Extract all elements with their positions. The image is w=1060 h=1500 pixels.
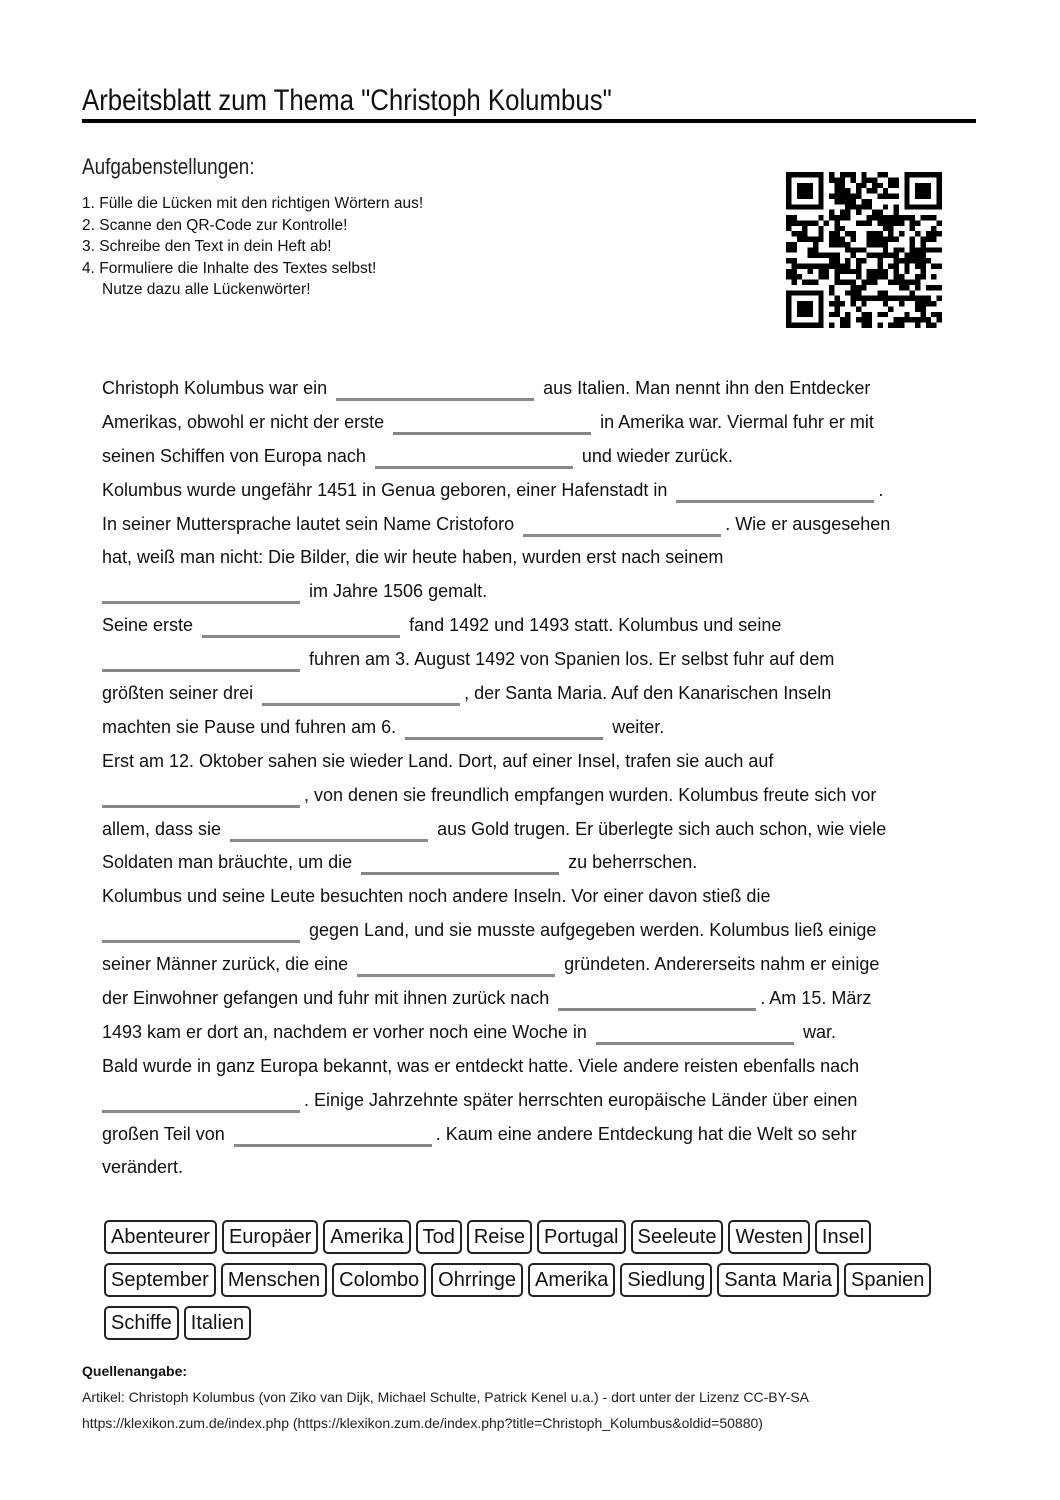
blank-gap[interactable] — [234, 1144, 432, 1147]
blank-gap[interactable] — [102, 805, 300, 808]
task-list — [82, 193, 423, 301]
word-chip[interactable]: Colombo — [332, 1263, 426, 1297]
text-line — [102, 813, 890, 847]
text-segment: Bald wurde in ganz Europa bekannt, was er entdeckt hatte. Viele andere reisten ebenfalls nach — [102, 1055, 860, 1076]
text-segment: , der Santa Maria. Auf den Kanarischen Inseln — [464, 683, 832, 704]
text-segment: . Kaum eine andere Entdeckung hat die Welt so sehr — [435, 1123, 857, 1144]
text-segment: aus Gold trugen. Er überlegte sich auch schon, wie viele — [432, 818, 887, 839]
text-segment: seinen Schiffen von Europa nach — [102, 445, 371, 466]
text-segment: hat, weiß man nicht: Die Bilder, die wir heute haben, wurden erst nach seinem — [102, 547, 724, 568]
blank-gap[interactable] — [102, 940, 300, 943]
blank-gap[interactable] — [230, 839, 428, 842]
blank-gap[interactable] — [596, 1042, 794, 1045]
text-segment: allem, dass sie — [102, 818, 227, 839]
text-segment: Christoph Kolumbus war ein — [102, 378, 333, 398]
word-chip[interactable]: Schiffe — [104, 1306, 179, 1340]
word-chip[interactable]: Santa Maria — [717, 1263, 839, 1297]
text-segment: verändert. — [102, 1157, 184, 1178]
word-chip[interactable]: Insel — [815, 1220, 871, 1254]
text-segment: Kolumbus und seine Leute besuchten noch andere Inseln. Vor einer davon stieß die — [102, 886, 771, 907]
text-segment: 1493 kam er dort an, nachdem er vorher noch eine Woche in — [102, 1021, 592, 1042]
word-chip[interactable]: Abenteurer — [104, 1220, 217, 1254]
text-line — [102, 609, 890, 643]
text-line — [102, 711, 890, 745]
word-chip[interactable]: Portugal — [537, 1220, 626, 1254]
text-line — [102, 1118, 890, 1152]
text-line — [102, 575, 890, 609]
text-segment: Amerikas, obwohl er nicht der erste — [102, 411, 390, 432]
blank-gap[interactable] — [558, 1008, 756, 1011]
word-chip[interactable]: Tod — [416, 1220, 462, 1254]
word-chip[interactable]: Seeleute — [631, 1220, 724, 1254]
word-chip[interactable]: Reise — [467, 1220, 532, 1254]
text-line — [102, 677, 890, 711]
text-line — [102, 948, 890, 982]
text-line — [102, 1084, 890, 1118]
text-segment: machten sie Pause und fuhren am 6. — [102, 716, 402, 737]
word-chip[interactable]: Siedlung — [620, 1263, 712, 1297]
page-title: Arbeitsblatt zum Thema "Christoph Kolumbus" — [82, 84, 612, 117]
text-segment: zu beherrschen. — [563, 852, 698, 873]
cloze-text — [102, 372, 890, 1185]
text-segment: , von denen sie freundlich empfangen wurden. Kolumbus freute sich vor — [304, 784, 877, 805]
word-chip[interactable]: Westen — [728, 1220, 809, 1254]
source-line: https://klexikon.zum.de/index.php (https://klexikon.zum.de/index.php?title=Christoph_Kolumbus&oldid=50880) — [82, 1415, 763, 1431]
text-segment: Erst am 12. Oktober sahen sie wieder Land. Dort, auf einer Insel, trafen sie auch auf — [102, 750, 774, 771]
word-chip[interactable]: Amerika — [323, 1220, 410, 1254]
blank-gap[interactable] — [102, 669, 300, 672]
source-line: Artikel: Christoph Kolumbus (von Ziko van Dijk, Michael Schulte, Patrick Kenel u.a.) - dort unter der Lizenz CC-BY-SA — [82, 1389, 810, 1405]
word-chip[interactable]: Ohrringe — [431, 1263, 523, 1297]
text-line — [102, 914, 890, 948]
text-line — [102, 541, 890, 575]
text-line — [102, 508, 890, 542]
word-chip[interactable]: Italien — [184, 1306, 251, 1340]
text-segment: In seiner Muttersprache lautet sein Name Cristoforo — [102, 513, 520, 534]
tasks-heading: Aufgabenstellungen: — [82, 154, 255, 179]
blank-gap[interactable] — [375, 466, 573, 469]
text-segment: gründeten. Andererseits nahm er einige — [559, 954, 880, 975]
sources-heading: Quellenangabe: — [82, 1363, 188, 1379]
blank-gap[interactable] — [202, 635, 400, 638]
word-bank — [104, 1220, 944, 1340]
text-segment: der Einwohner gefangen und fuhr mit ihnen zurück nach — [102, 988, 555, 1009]
text-segment: Kolumbus wurde ungefähr 1451 in Genua geboren, einer Hafenstadt in — [102, 479, 673, 500]
text-segment: seiner Männer zurück, die eine — [102, 954, 354, 975]
text-line — [102, 474, 890, 508]
word-chip[interactable]: September — [104, 1263, 216, 1297]
text-line — [102, 880, 890, 914]
text-line — [102, 1151, 890, 1185]
blank-gap[interactable] — [102, 601, 300, 604]
task-item: 2. Scanne den QR-Code zur Kontrolle! — [82, 216, 348, 234]
word-chip[interactable]: Spanien — [844, 1263, 931, 1297]
text-segment: aus Italien. Man nennt ihn den Entdecker — [538, 378, 871, 398]
text-segment: im Jahre 1506 gemalt. — [304, 581, 488, 602]
blank-gap[interactable] — [357, 974, 555, 977]
text-line — [102, 643, 890, 677]
text-segment: . Wie er ausgesehen — [725, 513, 891, 534]
blank-gap[interactable] — [676, 500, 874, 503]
text-segment: . Am 15. März — [760, 988, 872, 1009]
text-segment: war. — [797, 1021, 836, 1042]
task-item: 4. Formuliere die Inhalte des Textes selbst! — [82, 259, 377, 277]
text-segment: großen Teil von — [102, 1123, 230, 1144]
word-chip[interactable]: Europäer — [222, 1220, 318, 1254]
text-segment: . Einige Jahrzehnte später herrschten europäische Länder über einen — [304, 1089, 858, 1110]
qr-code-icon — [786, 172, 942, 328]
blank-gap[interactable] — [262, 703, 460, 706]
text-line — [102, 982, 890, 1016]
word-chip[interactable]: Amerika — [528, 1263, 615, 1297]
text-line — [102, 1050, 890, 1084]
text-line — [102, 372, 890, 406]
text-segment: größten seiner drei — [102, 683, 259, 704]
blank-gap[interactable] — [393, 432, 591, 435]
text-segment: in Amerika war. Viermal fuhr er mit — [595, 411, 874, 432]
text-segment: fand 1492 und 1493 statt. Kolumbus und seine — [404, 615, 782, 636]
text-line — [102, 745, 890, 779]
text-line — [102, 846, 890, 880]
blank-gap[interactable] — [523, 534, 721, 537]
text-segment: weiter. — [607, 716, 665, 737]
text-segment: Soldaten man bräuchte, um die — [102, 852, 358, 873]
blank-gap[interactable] — [102, 1110, 300, 1113]
blank-gap[interactable] — [336, 398, 534, 401]
text-line — [102, 440, 890, 474]
text-segment: fuhren am 3. August 1492 von Spanien los. Er selbst fuhr auf dem — [304, 649, 835, 670]
blank-gap[interactable] — [361, 872, 559, 875]
task-item: 1. Fülle die Lücken mit den richtigen Wörtern aus! — [82, 195, 424, 212]
text-segment: und wieder zurück. — [576, 445, 733, 466]
text-segment: gegen Land, und sie musste aufgegeben werden. Kolumbus ließ einige — [304, 920, 877, 941]
title-divider — [82, 119, 976, 123]
text-segment: Seine erste — [102, 615, 199, 636]
word-chip[interactable]: Menschen — [221, 1263, 327, 1297]
text-line — [102, 1016, 890, 1050]
text-line — [102, 779, 890, 813]
text-segment: . — [878, 479, 884, 500]
task-item: Nutze dazu alle Lückenwörter! — [102, 281, 311, 298]
blank-gap[interactable] — [405, 737, 603, 740]
task-item: 3. Schreibe den Text in dein Heft ab! — [82, 238, 332, 255]
text-line — [102, 406, 890, 440]
